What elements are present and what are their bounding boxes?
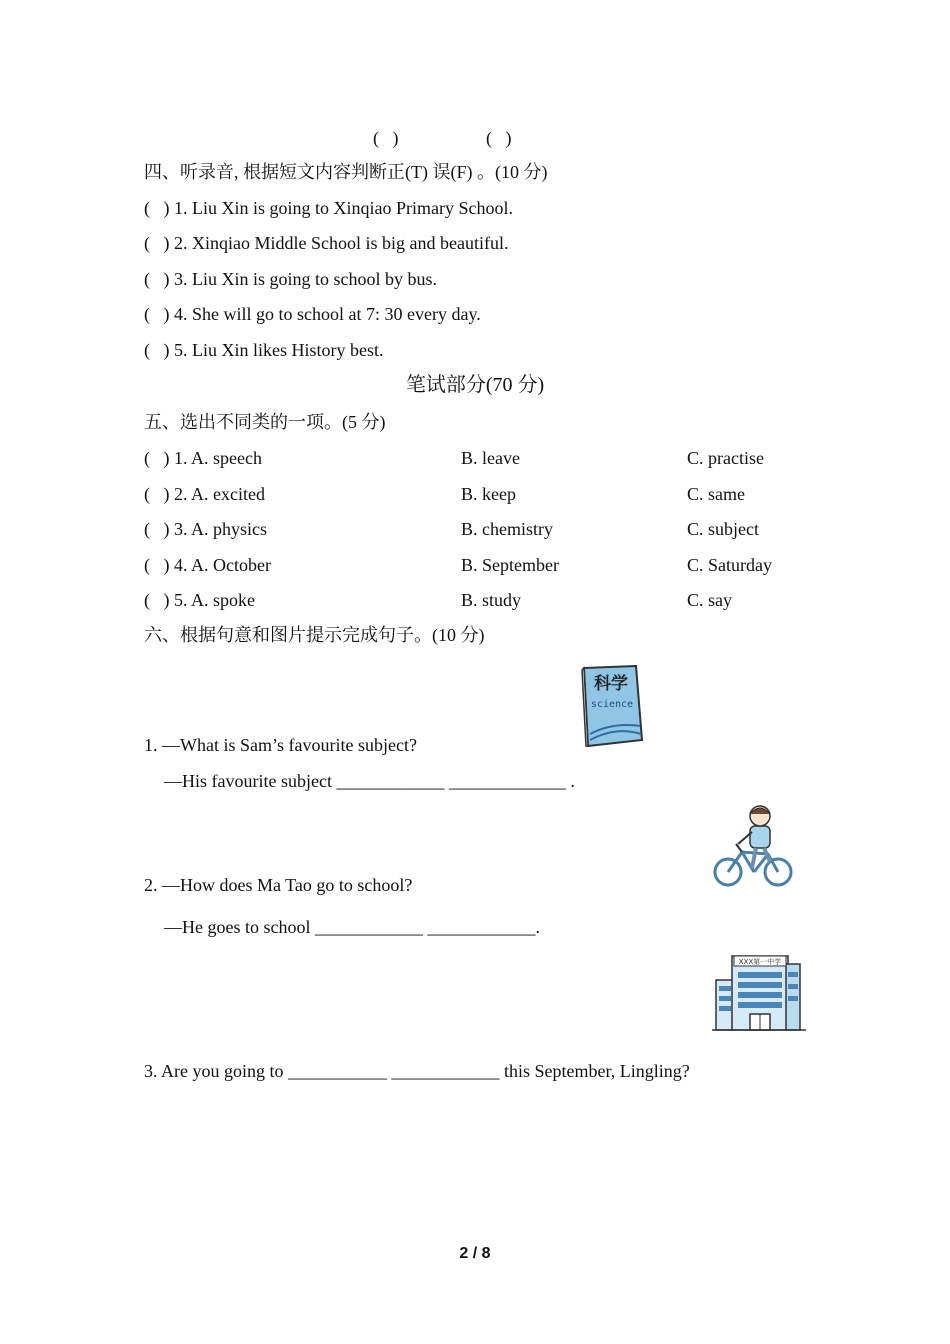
section5-option-c: C. subject bbox=[687, 519, 759, 539]
answer-2-blanks: —He goes to school ____________ ____________. bbox=[164, 917, 540, 937]
section5-option-c: C. practise bbox=[687, 448, 764, 468]
section6-title: 六、根据句意和图片提示完成句子。(10 分) bbox=[144, 625, 485, 645]
section5-option-b: B. September bbox=[461, 555, 559, 575]
building-sign: XXX第一中学 bbox=[738, 958, 782, 966]
answer-1-blanks: —His favourite subject ____________ _____________ . bbox=[164, 771, 575, 791]
section5-option-a: ( ) 4. A. October bbox=[144, 555, 271, 575]
section5-option-b: B. chemistry bbox=[461, 519, 553, 539]
top-bracket-right: ( ) bbox=[486, 128, 512, 148]
question-1: 1. —What is Sam’s favourite subject? bbox=[144, 735, 417, 755]
book-subtitle: science bbox=[590, 699, 634, 710]
top-bracket-left: ( ) bbox=[373, 128, 399, 148]
school-building-picture bbox=[712, 950, 808, 1034]
section5-option-a: ( ) 2. A. excited bbox=[144, 484, 265, 504]
bicycle-boy-picture bbox=[712, 802, 796, 890]
section4-item: ( ) 2. Xinqiao Middle School is big and beautiful. bbox=[144, 233, 509, 253]
question-3: 3. Are you going to ___________ ____________ this September, Lingling? bbox=[144, 1061, 690, 1081]
science-book-picture bbox=[578, 664, 646, 748]
section5-option-a: ( ) 5. A. spoke bbox=[144, 590, 255, 610]
section4-item: ( ) 5. Liu Xin likes History best. bbox=[144, 340, 384, 360]
section4-item: ( ) 1. Liu Xin is going to Xinqiao Primary School. bbox=[144, 198, 513, 218]
book-title: 科学 bbox=[594, 674, 628, 694]
section5-option-c: C. Saturday bbox=[687, 555, 772, 575]
section4-item: ( ) 4. She will go to school at 7: 30 every day. bbox=[144, 304, 481, 324]
section5-option-b: B. study bbox=[461, 590, 522, 610]
page-number: 2 / 8 bbox=[459, 1245, 491, 1262]
section5-option-c: C. say bbox=[687, 590, 732, 610]
section4-item: ( ) 3. Liu Xin is going to school by bus. bbox=[144, 269, 437, 289]
section5-option-c: C. same bbox=[687, 484, 745, 504]
section5-option-b: B. leave bbox=[461, 448, 520, 468]
section5-option-a: ( ) 3. A. physics bbox=[144, 519, 267, 539]
question-2: 2. —How does Ma Tao go to school? bbox=[144, 875, 413, 895]
section5-option-a: ( ) 1. A. speech bbox=[144, 448, 262, 468]
section5-title: 五、选出不同类的一项。(5 分) bbox=[144, 412, 386, 432]
section4-title: 四、听录音, 根据短文内容判断正(T) 误(F) 。(10 分) bbox=[144, 162, 548, 182]
written-part-title: 笔试部分(70 分) bbox=[405, 374, 545, 396]
section5-option-b: B. keep bbox=[461, 484, 516, 504]
